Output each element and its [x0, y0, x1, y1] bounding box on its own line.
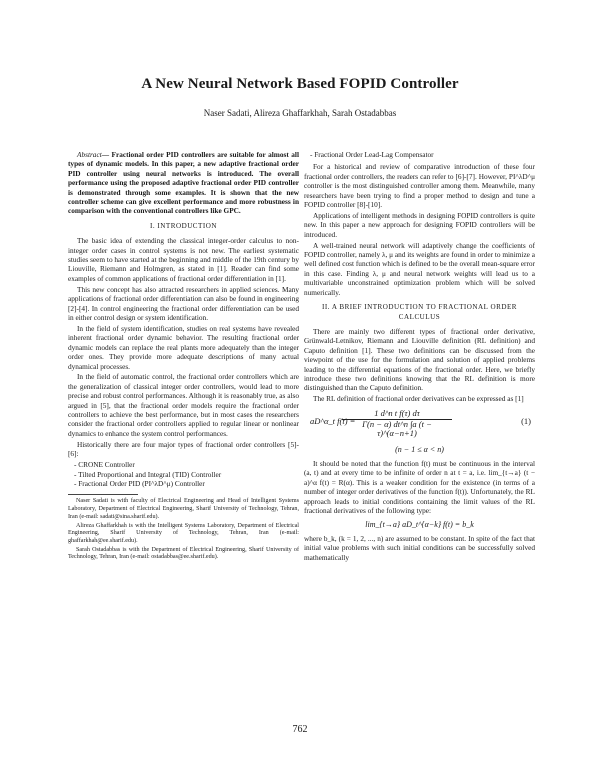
equation-1-denominator: Γ(n − α) dt^n ∫a (t − τ)^(α−n+1)	[362, 419, 432, 439]
paper-authors: Naser Sadati, Alireza Ghaffarkhah, Sarah Ostadabbas	[203, 108, 397, 118]
paragraph: Applications of intelligent methods in designing FOPID controllers is quite new. In this paper a new approach for designing FOPID controllers will be introduced.	[304, 210, 535, 239]
paragraph: In the field of automatic control, the fractional order controllers which are the generalization of classical integer order controllers, would lead to more precise and robust control performances. Although it is reasonably true, as also argued in [5], that the fractional order models require the fractional order controllers to achieve the best performance, but in most cases the researchers consider the fractional order controllers applied to regular linear or nonlinear dynamics to enhance the system control performances.	[68, 372, 299, 438]
equation-1-numerator: 1 d^n t f(τ) dτ	[342, 409, 452, 420]
footnote: Naser Sadati is with faculty of Electrical Engineering and Head of Intelligent Systems Laboratory, Department of Electrical Engineering, Sharif University of Technology, Tehran, Iran (e-mail: sadati@sina.sharif.edu).	[68, 498, 299, 520]
page-number: 762	[292, 724, 308, 735]
paragraph: The RL definition of fractional order derivatives can be expressed as [1]	[313, 394, 524, 404]
left-column	[68, 150, 299, 716]
footnote: Alireza Ghaffarkhah is with the Intelligent Systems Laboratory, Department of Electrical Engineering, Sharif University of Technology, Tehran, Iran (e-mail: ghaffarkhah@ee.sharif.edu).	[68, 522, 299, 544]
paragraph: The basic idea of extending the classical integer-order calculus to non-integer order cases in control systems is not new. The earliest systematic studies seem to have started at the beginning and middle of the 19th century by Liouville, Riemann and Holmgren, as stated in [1]. Reader can find some examples of common applications of fractional order differentiation in [1].	[68, 236, 299, 283]
equation-2: lim_{t→a} aD_t^{α−k} f(t) = b_k	[365, 519, 474, 529]
equation-1-condition: (n − 1 ≤ α < n)	[395, 444, 444, 454]
paragraph: There are mainly two different types of fractional order derivative, Grünwald-Letnikov, Riemann and Liouville definition (RL definition) and Caputo definition [1]. These two definitions can be discussed from the viewpoint of the use for the formulation and solution of applied problems leading to the differential equations of the fractional order. Here, we briefly introduce these two definitions knowing that the RL definition is more distinguished than the Caputo definition.	[304, 326, 535, 393]
footnote-rule	[68, 494, 138, 495]
list-item: - CRONE Controller	[74, 460, 135, 470]
list-item: - Tilted Proportional and Integral (TID) Controller	[74, 469, 222, 479]
paragraph: In the field of system identification, studies on real systems have revealed inherent fractional order dynamic behavior. The resulting fractional order dynamic models can replace the real plants more adequately than the integer order ones. They provide more adequate descriptions of many actual dynamical processes.	[68, 323, 299, 371]
equation-1-lhs: aD^α_t f(t) =	[310, 415, 356, 426]
abstract	[68, 150, 299, 216]
controller-list-continued	[310, 150, 535, 159]
abstract-label: Abstract	[77, 150, 102, 159]
abstract-text: — Fractional order PID controllers are suitable for almost all types of dynamic models. In this paper, a new adaptive fractional order PID controller using neural networks is introduced. The overall performance using the proposed adaptive fractional order PID controller is demonstrated through some examples. It is shown that the new controller scheme can give excellent performance and more robustness in comparison with the conventional controllers like GPC.	[68, 150, 299, 216]
equation-1	[304, 409, 535, 441]
list-item: - Fractional Order Lead-Lag Compensator	[310, 150, 434, 159]
equation-1-fraction	[342, 409, 452, 439]
paper-title: A New Neural Network Based FOPID Controller	[141, 76, 459, 92]
paragraph: For a historical and review of comparative introduction of these four fractional order controllers, the readers can refer to [6]-[7]. However, PI^λD^μ controller is the most distinguished controller among them. Meanwhile, many researchers have been trying to find a proper method to design and tune a FOPID controller [8]-[10].	[304, 162, 535, 210]
paragraph: A well-trained neural network will adaptively change the coefficients of FOPID controller, namely λ, μ and its weights are found in order to minimize a well defined cost function which is defined to be the overall mean-square error in this case. Finding λ, μ and neural network weights will lead us to a multivariable unconstrained optimization problem which will be solved numerically.	[304, 240, 535, 297]
section-heading-introduction: I. INTRODUCTION	[149, 221, 217, 230]
paragraph: This new concept has also attracted researchers in applied sciences. Many applications of fractional order differentiation can also be found in engineering [2]-[4]. In control engineering the fractional order differentiation can be used in either control design or system identification.	[68, 284, 299, 322]
equation-1-number: (1)	[521, 415, 531, 426]
footnotes	[68, 498, 299, 562]
paragraph: It should be noted that the function f(t) must be continuous in the interval (a, t) and at every time to be infinite of order n at t = a, i.e. lim_{t→a} (t − a)^α f(t) = R(α). This is a weaker condition for the existence (in terms of a number of integer order derivatives of the function f(t)). Unfortunately, the RL approach leads to initial conditions containing the limit values of the RL fractional derivatives of the following type:	[304, 459, 535, 516]
section-heading-fractional-calculus: II. A BRIEF INTRODUCTION TO FRACTIONAL ORDER CALCULUS	[321, 303, 518, 321]
list-item: - Fractional Order PID (PI^λD^μ) Controller	[74, 478, 205, 488]
right-column	[304, 150, 535, 762]
paragraph: where b_k, (k = 1, 2, ..., n) are assumed to be constant. In spite of the fact that initial value problems with such initial conditions can be successfully solved mathematically	[304, 533, 535, 562]
controller-list	[74, 460, 299, 488]
footnote: Sarah Ostadabbas is with the Department of Electrical Engineering, Sharif University of Technology, Tehran, Iran (e-mail: ostadabbas@ee.sharif.edu).	[68, 546, 299, 561]
paragraph: Historically there are four major types of fractional order controllers [5]-[6]:	[68, 439, 299, 459]
